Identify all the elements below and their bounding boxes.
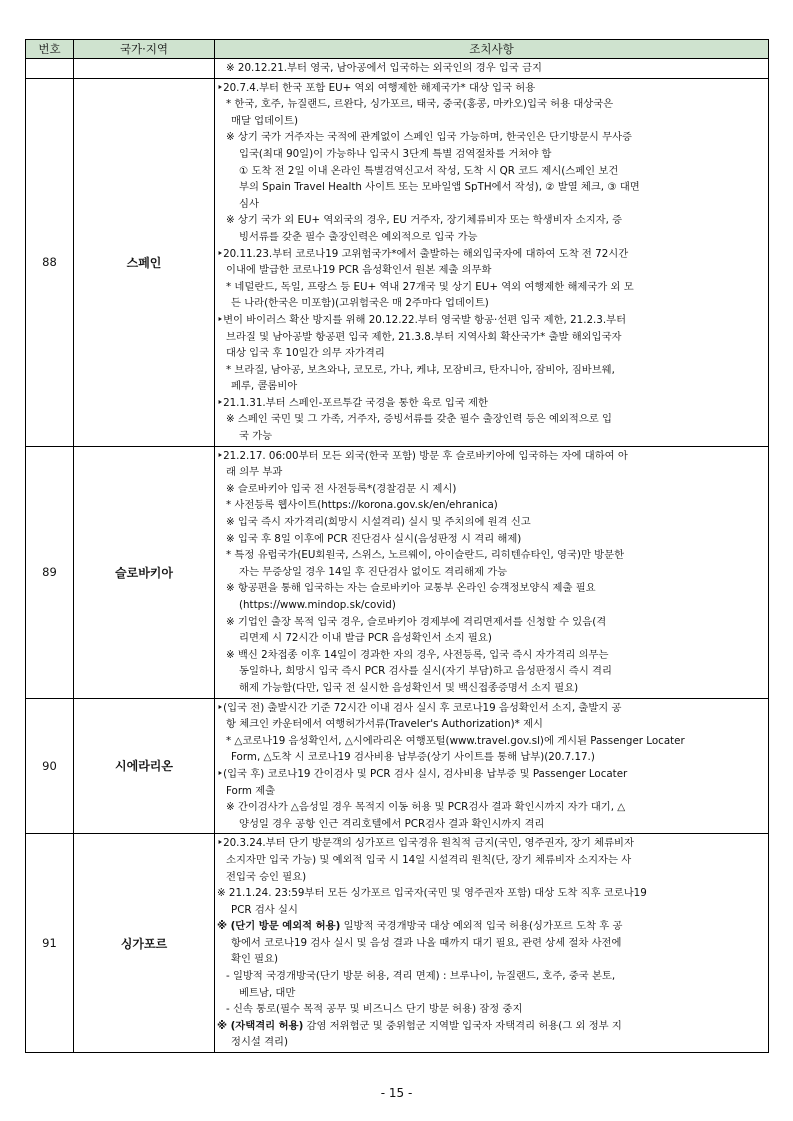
measure-line: 든 나라(한국은 미포함)(고위험국은 매 2주마다 업데이트) — [231, 297, 489, 310]
measure-line-text: 일방적 국경개방국 대상 예외적 입국 허용(싱가포르 도착 후 공 — [340, 920, 623, 933]
measure-line: ‣20.11.23.부터 코로나19 고위험국가*에서 출발하는 해외입국자에 대하여 도착 전 72시간 — [217, 247, 629, 260]
measure-line: 이내에 발급한 코로나19 PCR 음성확인서 원본 제출 의무화 — [226, 264, 492, 277]
table-row — [26, 78, 769, 446]
measure-line: - 신속 통로(필수 목적 공무 및 비즈니스 단기 방문 허용) 잠정 중지 — [226, 1003, 523, 1016]
measure-line: ※ 21.1.24. 23:59부터 모든 싱가포르 입국자(국민 및 영주권자 포함) 대상 도착 직후 코로나19 — [217, 887, 647, 900]
cell-no — [26, 59, 74, 79]
table-row — [26, 698, 769, 834]
measure-line: 소지자만 입국 가능) 및 예외적 입국 시 14일 시설격리 원칙(단, 장기 체류비자 소지자는 사 — [226, 853, 632, 866]
measure-line: ※ 간이검사가 △음성일 경우 목적지 이동 허용 및 PCR검사 결과 확인시까지 자가 대기, △ — [226, 801, 626, 814]
measure-line: ※ 스페인 국민 및 그 가족, 거주자, 증빙서류를 갖춘 필수 출장인력 등은 예외적으로 입 — [226, 413, 612, 426]
measure-line: 입국(최대 90일)이 가능하나 입국시 3단계 특별 검역절차를 거쳐야 함 — [239, 147, 552, 160]
measure-line: 전입국 승인 필요) — [226, 870, 307, 883]
measure-line: 항에서 코로나19 검사 실시 및 음성 결과 나올 때까지 대기 필요, 관련 상세 절차 사전에 — [231, 936, 622, 949]
measure-line: * 사전등록 웹사이트(https://korona.gov.sk/en/ehranica) — [226, 499, 498, 512]
measure-line: ‣21.2.17. 06:00부터 모든 외국(한국 포함) 방문 후 슬로바키아에 입국하는 자에 대하여 아 — [217, 449, 628, 462]
measure-line: * 브라질, 남아공, 보츠와나, 코모로, 가나, 케냐, 모잠비크, 탄자니아, 잠비아, 짐바브웨, — [226, 363, 615, 376]
measure-line: 브라질 및 남아공발 항공편 입국 제한, 21.3.8.부터 지역사회 확산국가* 출발 해외입국자 — [226, 330, 622, 343]
measure-line: PCR 검사 실시 — [231, 903, 298, 916]
measure-line: 항 체크인 카운터에서 여행허가서류(Traveler's Authorization)* 제시 — [226, 718, 543, 731]
cell-country: 시에라리온 — [74, 698, 215, 834]
measure-line: 빙서류를 갖춘 필수 출장인력은 예외적으로 입국 가능 — [239, 230, 478, 243]
measure-line: ‣20.7.4.부터 한국 포함 EU+ 역외 여행제한 해제국가* 대상 입국 허용 — [217, 81, 536, 94]
measure-line: 확인 필요) — [231, 953, 279, 966]
page-number: - 15 - — [380, 1086, 413, 1100]
cell-measures — [215, 78, 769, 446]
header-measures: 조치사항 — [215, 40, 769, 59]
measure-line — [217, 1018, 764, 1035]
document-page — [25, 39, 768, 1053]
table-row — [26, 834, 769, 1053]
measure-line-text: 감염 저위험군 및 중위험군 지역발 입국자 자택격리 허용(그 외 정부 지 — [303, 1019, 622, 1032]
table-header-row — [26, 40, 769, 59]
measure-line: 페루, 콜롬비아 — [231, 380, 298, 393]
measure-line: ※ 입국 후 8일 이후에 PCR 진단검사 실시(음성판정 시 격리 해제) — [226, 532, 522, 545]
measure-line: 정시설 격리) — [231, 1036, 289, 1049]
measure-line: 동일하나, 희망시 입국 즉시 PCR 검사를 실시(자기 부담)하고 음성판정시 즉시 격리 — [239, 665, 612, 678]
measure-line: ※ 20.12.21.부터 영국, 남아공에서 입국하는 외국인의 경우 입국 금지 — [226, 62, 542, 74]
measure-line-bold: ※ (자택격리 허용) — [217, 1019, 304, 1032]
table-row — [26, 446, 769, 698]
measure-line: - 일방적 국경개방국(단기 방문 허용, 격리 면제) : 브루나이, 뉴질랜드, 호주, 중국 본토, — [226, 970, 616, 983]
cell-country: 싱가포르 — [74, 834, 215, 1053]
measure-line: ※ 항공편을 통해 입국하는 자는 슬로바키아 교통부 온라인 승객정보양식 제출 필요 — [226, 582, 596, 595]
cell-country: 스페인 — [74, 78, 215, 446]
measure-line: * △코로나19 음성확인서, △시에라리온 여행포털(www.travel.gov.sl)에 게시된 Passenger Locater — [226, 734, 685, 747]
measure-line: 래 의무 부과 — [226, 466, 283, 479]
cell-measures — [215, 59, 769, 79]
measure-line: ‣(입국 전) 출발시간 기준 72시간 이내 검사 실시 후 코로나19 음성확인서 소지, 출발지 공 — [217, 701, 622, 714]
measure-line: 리면제 시 72시간 이내 발급 PCR 음성확인서 소지 필요) — [239, 632, 492, 645]
cell-no: 88 — [26, 78, 74, 446]
measure-line: 자는 무증상일 경우 14일 후 진단검사 없이도 격리해제 가능 — [239, 565, 508, 578]
cell-no: 91 — [26, 834, 74, 1053]
measure-line: ※ 백신 2차접종 이후 14일이 경과한 자의 경우, 사전등록, 입국 즉시 자가격리 의무는 — [226, 648, 609, 661]
measure-line: ※ 슬로바키아 입국 전 사전등록*(경찰검문 시 제시) — [226, 482, 457, 495]
cell-measures — [215, 446, 769, 698]
measure-line: * 한국, 호주, 뉴질랜드, 르완다, 싱가포르, 태국, 중국(홍콩, 마카오)입국 허용 대상국은 — [226, 98, 614, 111]
cell-no: 89 — [26, 446, 74, 698]
measure-line: 대상 입국 후 10일간 의무 자가격리 — [226, 347, 385, 360]
measure-line: 국 가능 — [239, 430, 273, 443]
measure-line: ‣20.3.24.부터 단기 방문객의 싱가포르 입국경유 원칙적 금지(국민, 영주권자, 장기 체류비자 — [217, 837, 634, 850]
cell-measures — [215, 834, 769, 1053]
measure-line: ① 도착 전 2일 이내 온라인 특별검역신고서 작성, 도착 시 QR 코드 제시(스페인 보건 — [239, 164, 619, 177]
entry-measures-table — [25, 39, 769, 1053]
measure-line: ※ 기업인 출장 목적 입국 경우, 슬로바키아 경제부에 격리면제서를 신청할 수 있음(격 — [226, 615, 607, 628]
cell-measures — [215, 698, 769, 834]
measure-line: 심사 — [239, 197, 259, 210]
measure-line: ※ 상기 국가 거주자는 국적에 관계없이 스페인 입국 가능하며, 한국인은 단기방문시 무사증 — [226, 131, 632, 144]
measure-line: ‣(입국 후) 코로나19 간이검사 및 PCR 검사 실시, 검사비용 납부증 및 Passenger Locater — [217, 767, 628, 780]
cell-country — [74, 59, 215, 79]
header-country: 국가·지역 — [74, 40, 215, 59]
measure-line: ‣변이 바이러스 확산 방지를 위해 20.12.22.부터 영국발 항공·선편 입국 제한, 21.2.3.부터 — [217, 313, 627, 326]
header-no: 번호 — [26, 40, 74, 59]
measure-line — [217, 918, 764, 935]
measure-line: * 특정 유럽국가(EU회원국, 스위스, 노르웨이, 아이슬란드, 리히텐슈타인, 영국)만 방문한 — [226, 549, 625, 562]
measure-line: Form 제출 — [226, 784, 276, 797]
measure-line: 해제 가능함(다만, 입국 전 실시한 음성확인서 및 백신접종증명서 소지 필요) — [239, 681, 579, 694]
measure-line-bold: ※ (단기 방문 예외적 허용) — [217, 920, 341, 933]
measure-line: * 네덜란드, 독일, 프랑스 등 EU+ 역내 27개국 및 상기 EU+ 역외 여행제한 해제국가 외 모 — [226, 280, 634, 293]
measure-line: (https://www.mindop.sk/covid) — [239, 599, 396, 611]
measure-line: ※ 상기 국가 외 EU+ 역외국의 경우, EU 거주자, 장기체류비자 또는 학생비자 소지자, 증 — [226, 214, 623, 227]
measure-line: ‣21.1.31.부터 스페인-포르투갈 국경을 통한 육로 입국 제한 — [217, 396, 488, 409]
measure-line: 부의 Spain Travel Health 사이트 또는 모바일앱 SpTH에서 작성), ② 발열 체크, ③ 대면 — [239, 181, 640, 194]
measure-line: 양성일 경우 공항 인근 격리호텔에서 PCR검사 결과 확인시까지 격리 — [239, 817, 545, 830]
measure-line: 매달 업데이트) — [231, 114, 298, 127]
table-row-continued — [26, 59, 769, 79]
measure-line: Form, △도착 시 코로나19 검사비용 납부증(상기 사이트를 통해 납부)(20.7.17.) — [231, 751, 595, 764]
cell-no: 90 — [26, 698, 74, 834]
measure-line: ※ 입국 즉시 자가격리(희망시 시설격리) 실시 및 주치의에 원격 신고 — [226, 516, 531, 529]
measure-line: 베트남, 대만 — [239, 986, 296, 999]
cell-country: 슬로바키아 — [74, 446, 215, 698]
